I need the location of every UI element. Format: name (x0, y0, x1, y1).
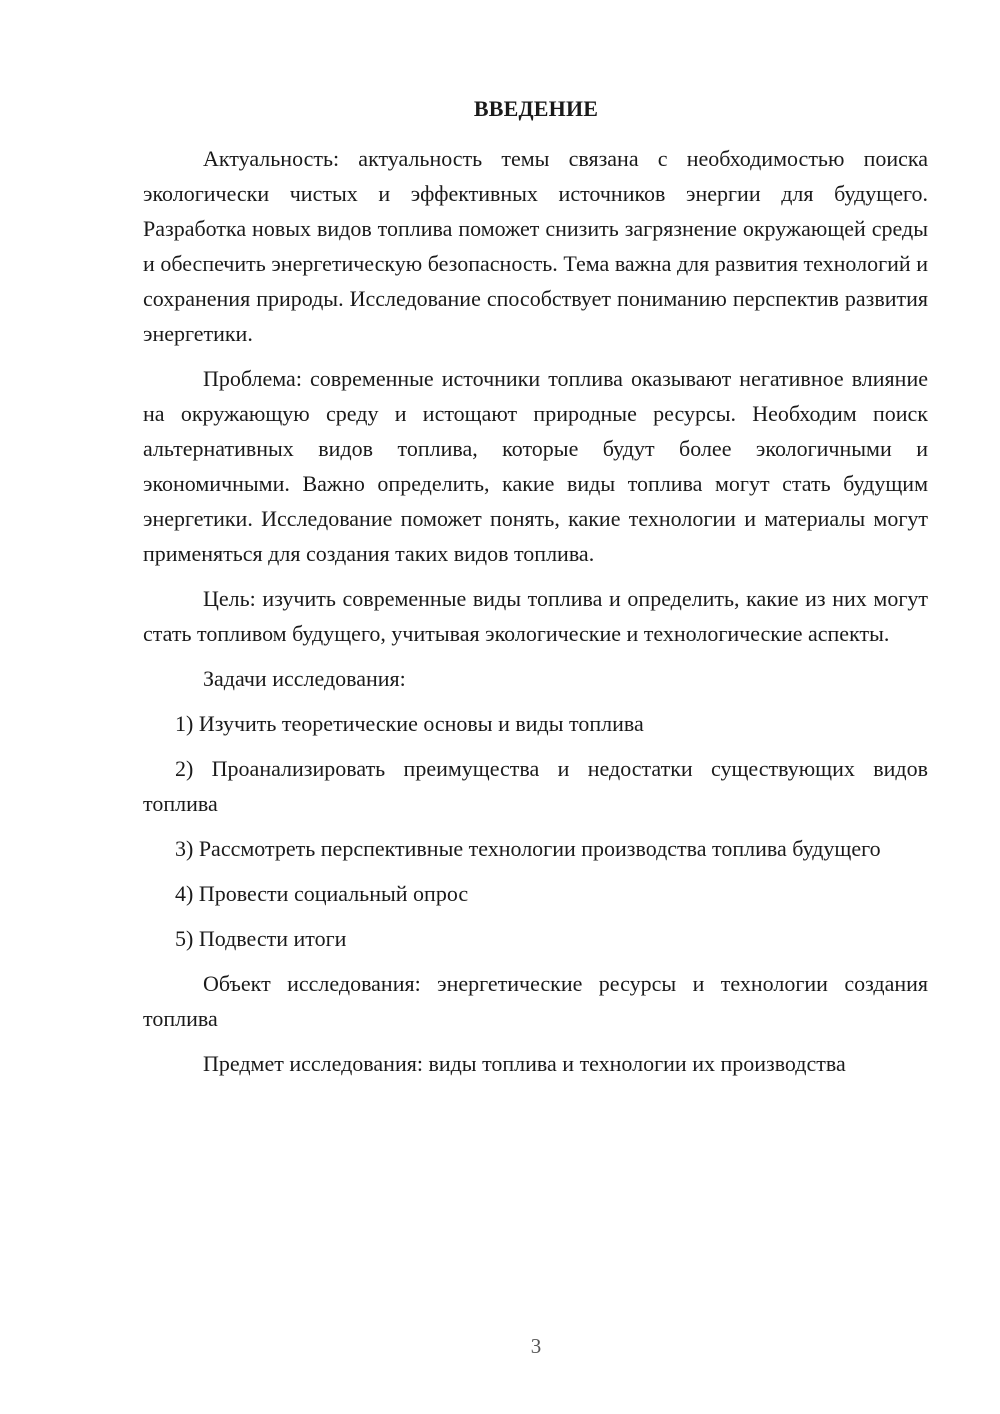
task-item-3: 3) Рассмотреть перспективные технологии производства топлива будущего (175, 836, 881, 861)
page-title: ВВЕДЕНИЕ (473, 96, 599, 121)
task-item-5: 5) Подвести итоги (175, 926, 347, 951)
relevance-paragraph: Актуальность: актуальность темы связана с необходимостью поиска экологически чистых и эффективных источников энергии для будущего. Разработка новых видов топлива поможет снизить загрязнение окружающей среды и обеспечить энергетическую безопасность. Тема важна для развития технологий и сохранения природы. Исследование способствует пониманию перспектив развития энергетики. (143, 146, 928, 346)
object-paragraph: Объект исследования: энергетические ресурсы и технологии создания топлива (143, 971, 928, 1031)
subject-paragraph: Предмет исследования: виды топлива и технологии их производства (203, 1051, 846, 1076)
task-item-1: 1) Изучить теоретические основы и виды топлива (175, 711, 644, 736)
task-item-4: 4) Провести социальный опрос (175, 881, 469, 906)
document-body (143, 141, 928, 1081)
goal-paragraph: Цель: изучить современные виды топлива и определить, какие из них могут стать топливом будущего, учитывая экологические и технологические аспекты. (143, 586, 928, 646)
page-number: 3 (530, 1334, 542, 1358)
tasks-heading: Задачи исследования: (203, 666, 406, 691)
problem-paragraph: Проблема: современные источники топлива оказывают негативное влияние на окружающую среду и истощают природные ресурсы. Необходим поиск альтернативных видов топлива, которые будут более экологичными и экономичными. Важно определить, какие виды топлива могут стать будущим энергетики. Исследование поможет понять, какие технологии и материалы могут применяться для создания таких видов топлива. (143, 366, 928, 566)
task-item-2: 2) Проанализировать преимущества и недостатки существующих видов топлива (143, 756, 928, 816)
